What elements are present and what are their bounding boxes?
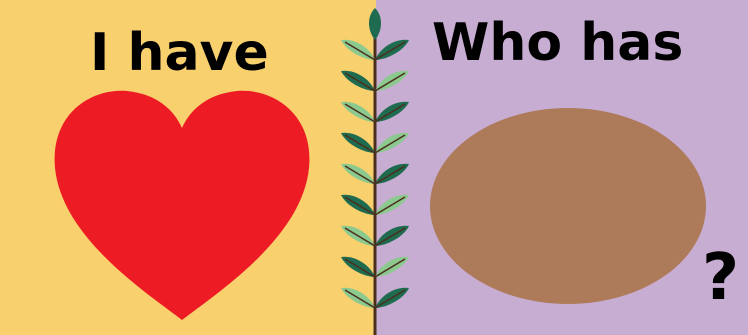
right-panel — [376, 0, 748, 335]
heart-icon — [52, 88, 312, 323]
vine-icon — [335, 0, 415, 335]
question-mark: ? — [702, 241, 740, 315]
oval-icon — [430, 108, 706, 304]
who-has-heading: Who has — [432, 13, 684, 73]
i-have-heading: I have — [90, 23, 269, 83]
